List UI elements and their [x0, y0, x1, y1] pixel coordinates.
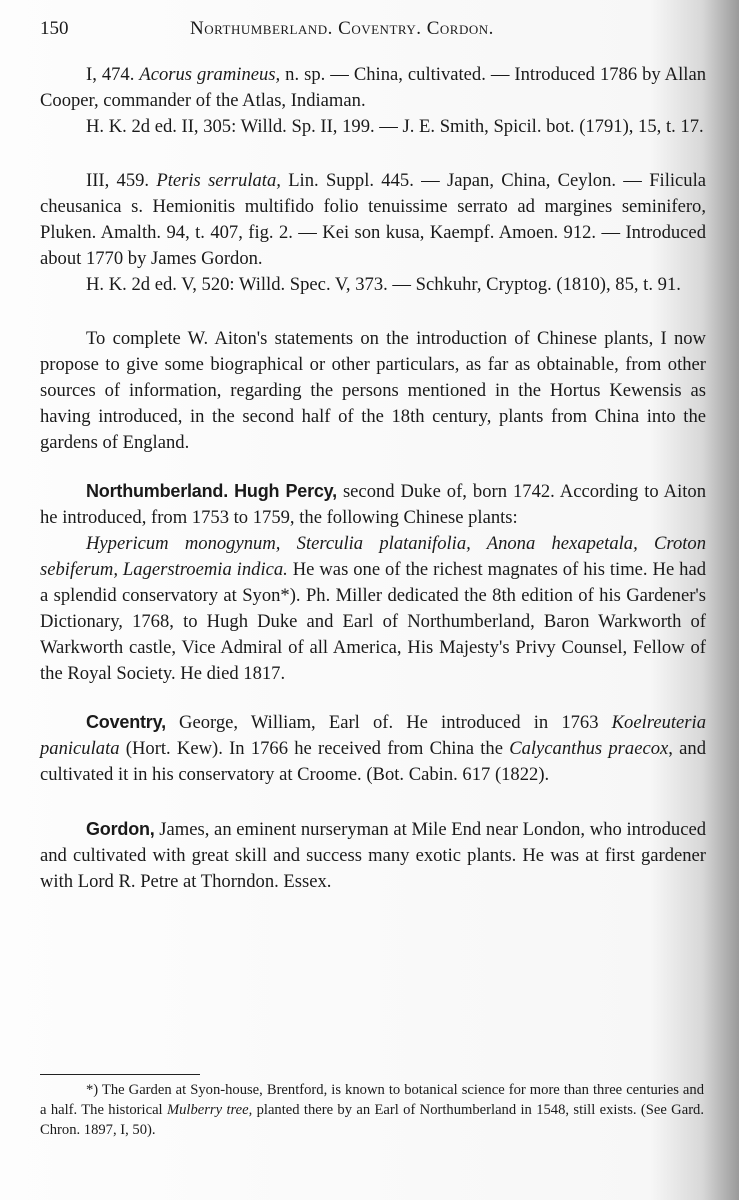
footnote-text: *) The Garden at Syon-house, Brentford, is known to botanical science for more than three centuries and a half. The historical Mulberry tree, planted there by an Earl of Northumberland in 1548, still exists. (See Gard. Chron. 1897, I, 50). — [40, 1082, 705, 1138]
pteris-entry: III, 459. Pteris serrulata, Lin. Suppl. 445. — Japan, China, Ceylon. — Filicula cheusanica s. Hemionitis multifido folio tenuissime serrato ad margines seminifero, Pluken. Amalth. 94, t. 407, fig. 2. — Kei son kusa, Kaempf. Amoen. 912. — Introduced about 1770 by James Gordon. — [40, 170, 706, 269]
page-number: 150 — [40, 18, 69, 39]
acorus-taxon: Acorus gramineus, — [139, 64, 281, 85]
gordon-heading: Gordon, — [86, 819, 155, 839]
page-header — [40, 18, 712, 46]
calycanthus-taxon: Calycanthus praecox — [509, 738, 669, 759]
gordon-entry: Gordon, James, an eminent nurseryman at Mile End near London, who introduced and cultivated with great skill and success many exotic plants. He was at first gardener with Lord R. Petre at Thorndon. Essex. — [40, 819, 706, 892]
pteris-reference: H. K. 2d ed. V, 520: Willd. Spec. V, 373. — Schkuhr, Cryptog. (1810), 85, t. 91. — [86, 274, 681, 295]
intro-paragraph: To complete W. Aiton's statements on the introduction of Chinese plants, I now propose to give some biographical or other particulars, as far as obtainable, from other sources of information, regarding the persons mentioned in the Hortus Kewensis as having introduced, in the second half of the 18th century, plants from China into the gardens of England. — [40, 328, 706, 453]
acorus-reference: H. K. 2d ed. II, 305: Willd. Sp. II, 199. — J. E. Smith, Spicil. bot. (1791), 15, t. 17. — [86, 116, 704, 137]
koelreuteria-taxon: Koelreuteria paniculata — [40, 712, 706, 759]
northumberland-continued: Hypericum monogynum, Sterculia platanifolia, Anona hexapetala, Croton sebiferum, Lagerstroemia indica. He was one of the richest magnates of his time. He had a splendid conservatory at Syon*). Ph. Miller dedicated the 8th edition of his Gardener's Dictionary, 1768, to Hugh Duke and Earl of Northumberland, Baron Warkworth of Warkworth castle, Vice Admiral of all America, His Majesty's Privy Counsel, Fellow of the Royal Society. He died 1817. — [40, 533, 706, 684]
footnote — [40, 1080, 704, 1140]
northumberland-entry: Northumberland. Hugh Percy, second Duke of, born 1742. According to Aiton he introduced, from 1753 to 1759, the following Chinese plants: — [40, 481, 706, 528]
page-body — [40, 62, 706, 895]
mulberry-tree: Mulberry tree, — [166, 1102, 253, 1118]
pteris-taxon: Pteris serrulata, — [156, 170, 281, 191]
coventry-entry: Coventry, George, William, Earl of. He introduced in 1763 Koelreuteria paniculata (Hort. Kew). In 1766 he received from China the Calycanthus praecox, and cultivated it in his conservatory at Croome. (Bot. Cabin. 617 (1822). — [40, 712, 706, 785]
footnote-rule — [40, 1074, 200, 1075]
northumberland-plants: Hypericum monogynum, Sterculia platanifolia, Anona hexapetala, Croton sebiferum, Lagerstroemia indica. — [40, 533, 706, 580]
acorus-entry: I, 474. Acorus gramineus, n. sp. — China, cultivated. — Introduced 1786 by Allan Cooper, commander of the Atlas, Indiaman. — [40, 64, 706, 111]
running-title: Northumberland. Coventry. Cordon. — [190, 18, 494, 39]
northumberland-heading: Northumberland. Hugh Percy, — [86, 481, 337, 501]
coventry-heading: Coventry, — [86, 712, 166, 732]
